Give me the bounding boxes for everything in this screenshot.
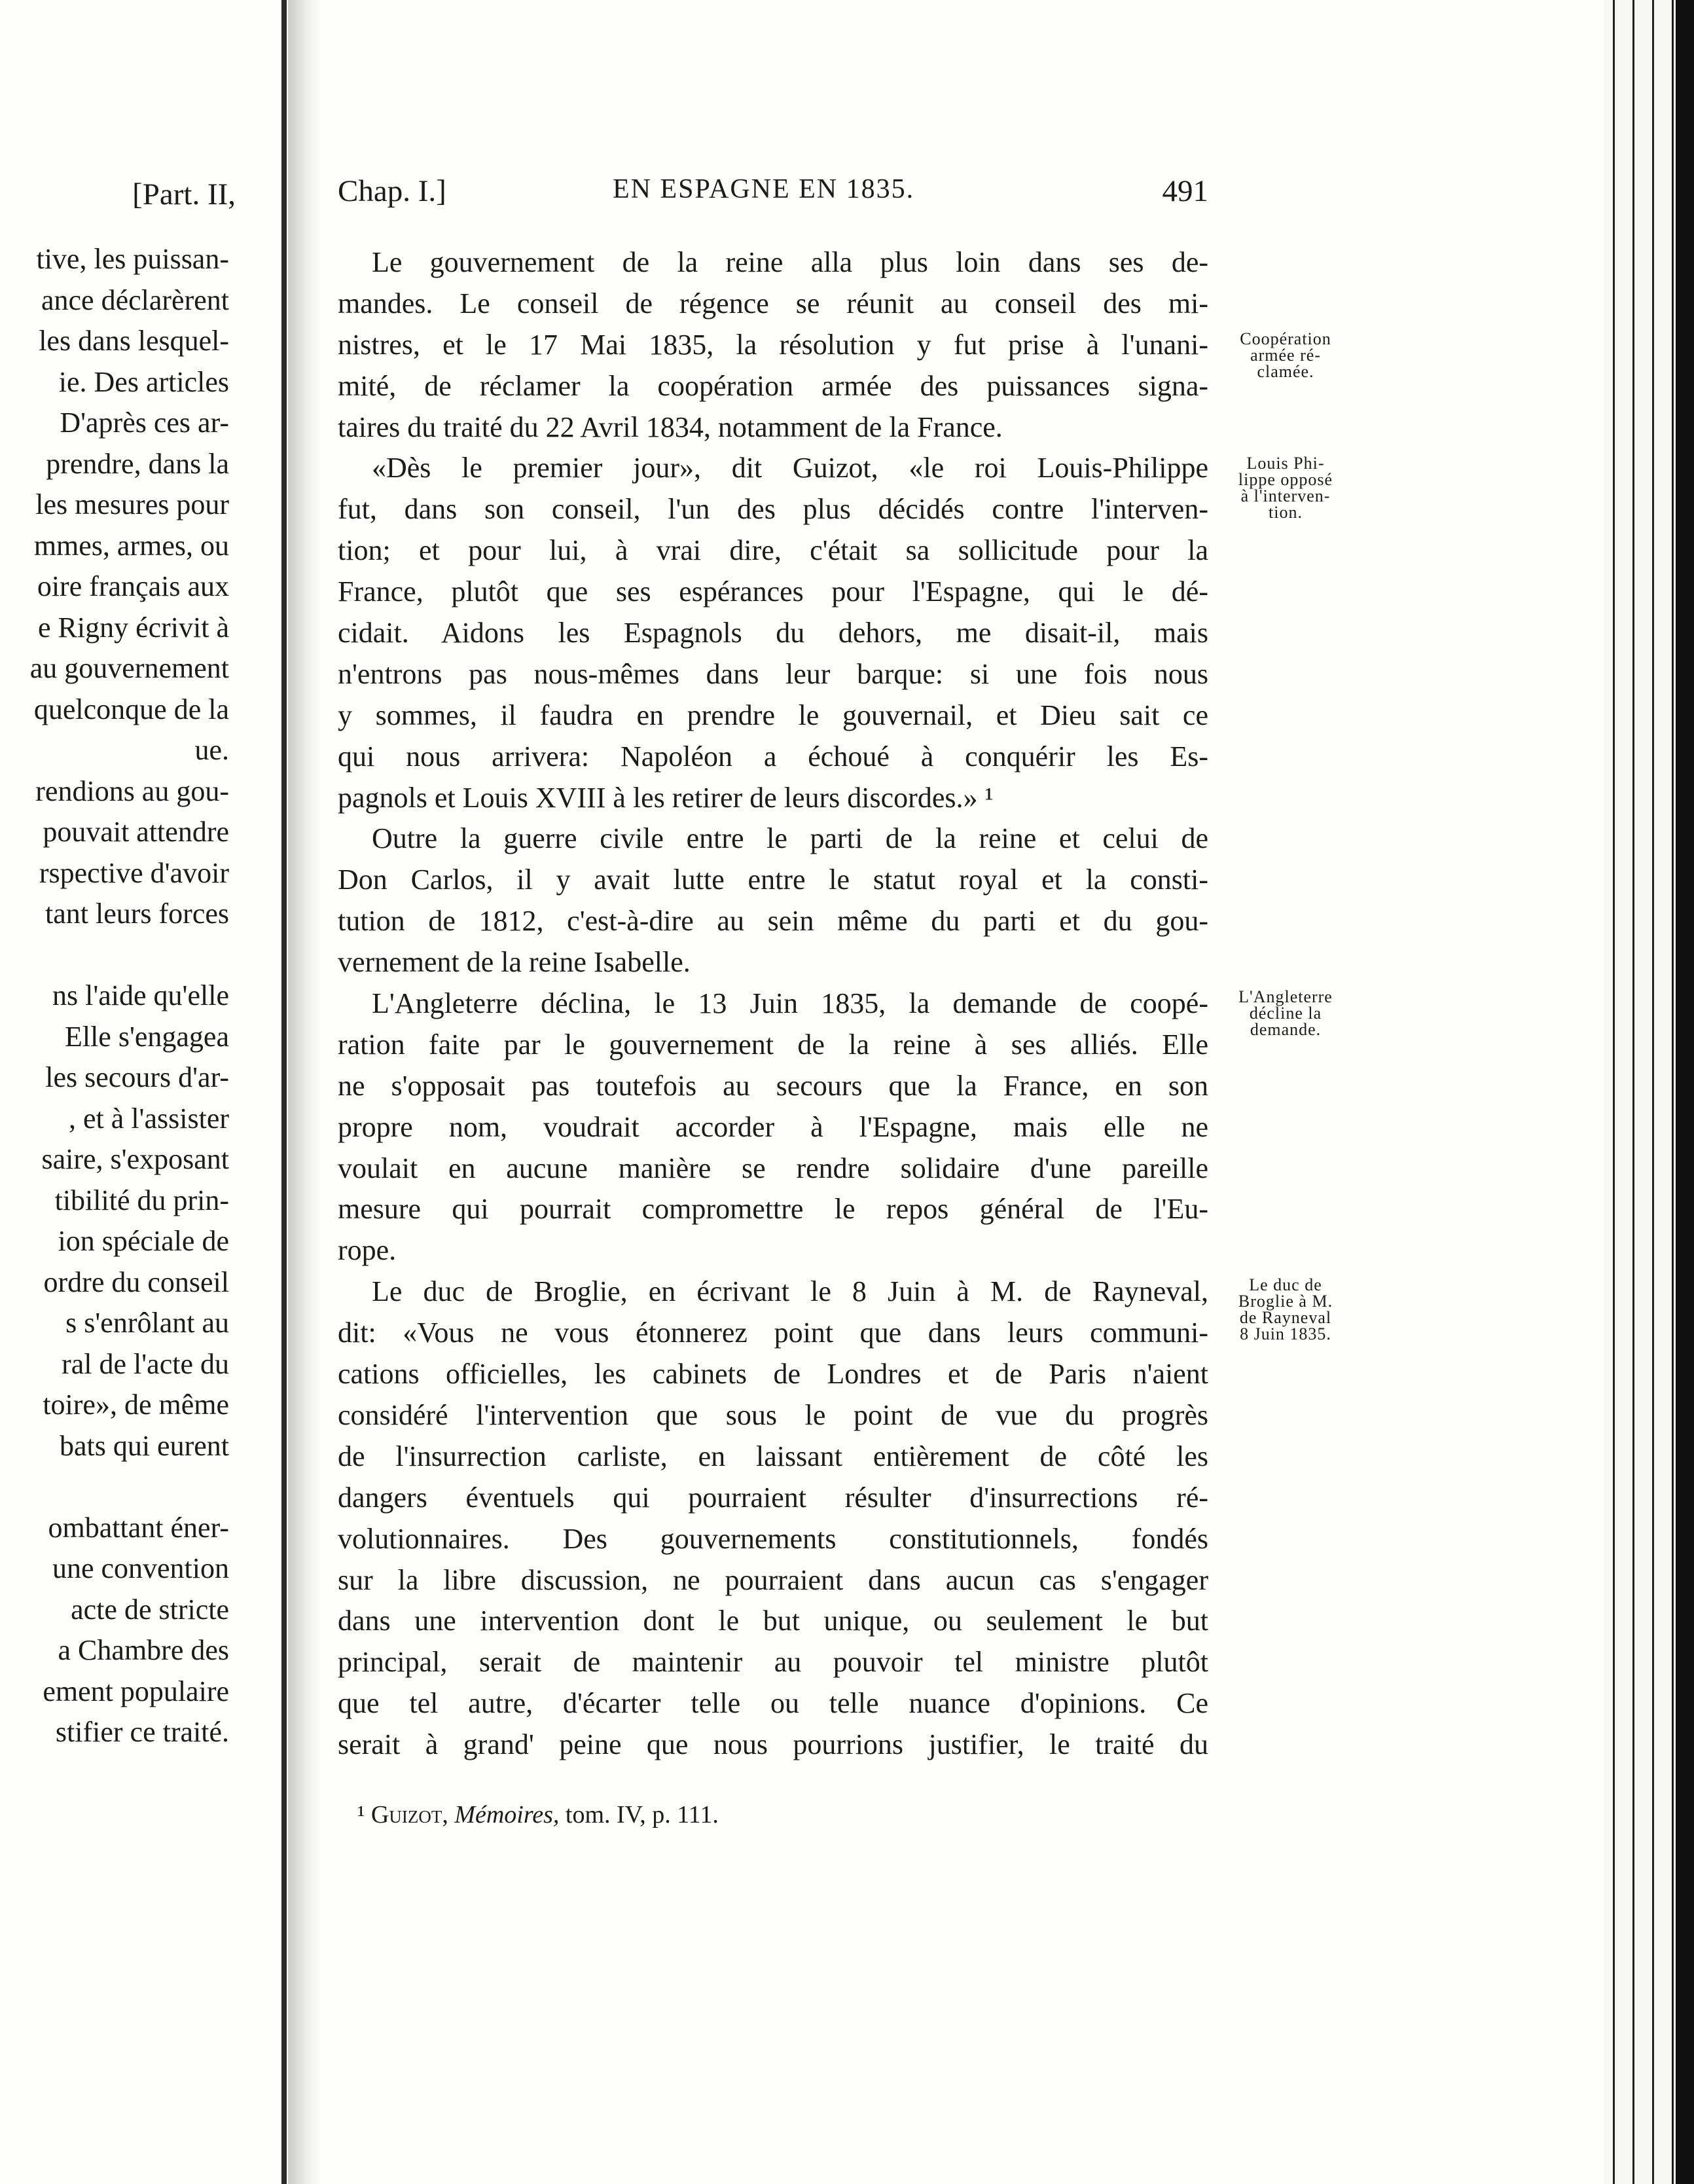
text-line: Outre la guerre civile entre le parti de la reine et celui de — [372, 822, 1208, 855]
page-edge-shadow — [1676, 0, 1694, 2184]
text-line: ne s'opposait pas toutefois au secours que la France, en son — [338, 1069, 1208, 1102]
text-line: mesure qui pourrait compromettre le repos général de l'Eu- — [338, 1193, 1208, 1226]
text-line: considéré l'intervention que sous le point de vue du progrès — [338, 1398, 1208, 1431]
text-line: dans une intervention dont le but unique, ou seulement le but — [338, 1605, 1208, 1637]
margin-note-line: demande. — [1250, 1020, 1322, 1039]
text-line: de l'insurrection carliste, en laissant entièrement de côté les — [338, 1440, 1208, 1472]
margin-note-line: 8 Juin 1835. — [1240, 1324, 1331, 1343]
text-line: y sommes, il faudra en prendre le gouvernail, et Dieu sait ce — [338, 699, 1208, 731]
left-page-header: [Part. II, — [132, 177, 236, 211]
chapter-label: Chap. I.] — [338, 174, 446, 208]
left-line: les dans lesquel- — [39, 325, 229, 357]
page-header — [338, 173, 1208, 219]
text-line: Don Carlos, il y avait lutte entre le statut royal et la consti- — [338, 864, 1208, 896]
left-paragraph-gap — [30, 935, 229, 976]
margin-note-line: clamée. — [1257, 362, 1314, 381]
left-line: ue. — [194, 734, 229, 766]
text-line: dangers éventuels qui pourraient résulter d'insurrections ré- — [338, 1481, 1208, 1514]
text-line: n'entrons pas nous-mêmes dans leur barque: si une fois nous — [338, 657, 1208, 690]
left-line: ns l'aide qu'elle — [52, 979, 229, 1011]
left-line: prendre, dans la — [46, 447, 229, 480]
text-line: nistres, et le 17 Mai 1835, la résolution y fut prise à l'unani- — [338, 328, 1208, 361]
margin-note-line: Coopération — [1240, 329, 1331, 348]
left-line: les mesures pour — [35, 488, 229, 520]
text-line: mité, de réclamer la coopération armée des puissances signa- — [338, 369, 1208, 402]
left-page — [0, 0, 275, 2184]
left-line: bats qui eurent — [59, 1429, 229, 1462]
left-line: tant leurs forces — [45, 898, 229, 930]
margin-note — [1220, 455, 1351, 520]
text-line: cidait. Aidons les Espagnols du dehors, me disait-il, mais — [338, 617, 1208, 649]
text-line: France, plutôt que ses espérances pour l'Espagne, qui le dé- — [338, 575, 1208, 608]
text-line: tion; et pour lui, à vrai dire, c'était sa sollicitude pour la — [338, 534, 1208, 567]
left-line: ombattant éner- — [48, 1511, 229, 1544]
left-line: les secours d'ar- — [45, 1061, 229, 1093]
margin-note — [1220, 331, 1351, 380]
footnote-author: Guizot, — [370, 1801, 448, 1829]
left-line: rendions au gou- — [35, 774, 229, 807]
text-line: que tel autre, d'écarter telle ou telle nuance d'opinions. Ce — [338, 1687, 1208, 1720]
left-line: quelconque de la — [33, 693, 229, 725]
text-line: rope. — [338, 1234, 397, 1267]
margin-note-line: armée ré- — [1250, 346, 1321, 365]
margin-note — [1220, 1277, 1351, 1342]
body-text — [338, 242, 1208, 1766]
left-line: acte de stricte — [71, 1593, 229, 1626]
text-line: tution de 1812, c'est-à-dire au sein même du parti et du gou- — [338, 905, 1208, 937]
page-number: 491 — [1162, 174, 1208, 208]
left-paragraph-gap — [30, 1466, 229, 1508]
text-line: mandes. Le conseil de régence se réunit au conseil des mi- — [338, 287, 1208, 319]
left-line: ance déclarèrent — [41, 283, 229, 316]
left-line: ement populaire — [43, 1675, 229, 1707]
margin-note-line: Louis Phi- — [1246, 454, 1325, 473]
text-line: Le duc de Broglie, en écrivant le 8 Juin à M. de Rayneval, — [372, 1275, 1208, 1308]
left-line: mmes, armes, ou — [33, 529, 229, 562]
left-page-text — [30, 239, 229, 1753]
left-line: une convention — [52, 1552, 229, 1584]
margin-note-line: de Rayneval — [1239, 1308, 1332, 1327]
text-line: qui nous arrivera: Napoléon a échoué à conquérir les Es- — [338, 740, 1208, 773]
text-line: principal, serait de maintenir au pouvoir tel ministre plutôt — [338, 1646, 1208, 1679]
text-line: «Dès le premier jour», dit Guizot, «le roi Louis-Philippe — [372, 452, 1208, 484]
footnote-reference: tom. IV, p. 111. — [565, 1801, 719, 1829]
margin-note-line: tion. — [1269, 503, 1303, 522]
left-line: ral de l'acte du — [62, 1347, 229, 1380]
left-line: oire français aux — [37, 570, 229, 602]
left-line: rspective d'avoir — [39, 856, 229, 889]
footnote — [357, 1800, 719, 1829]
text-line: ration faite par le gouvernement de la reine à ses alliés. Elle — [338, 1028, 1208, 1061]
footnote-marker: ¹ — [357, 1801, 365, 1829]
left-line: tibilité du prin- — [54, 1184, 229, 1216]
left-line: saire, s'exposant — [41, 1143, 229, 1175]
margin-note-line: Broglie à M. — [1238, 1292, 1333, 1311]
left-line: ordre du conseil — [43, 1265, 229, 1298]
text-line: vernement de la reine Isabelle. — [338, 946, 691, 979]
book-gutter — [288, 0, 321, 2184]
left-line: pouvait attendre — [43, 816, 229, 848]
text-line: sur la libre discussion, ne pourraient dans aucun cas s'engager — [338, 1563, 1208, 1596]
text-line: pagnols et Louis XVIII à les retirer de leurs discordes.» ¹ — [338, 781, 994, 814]
text-line: fut, dans son conseil, l'un des plus décidés contre l'interven- — [338, 493, 1208, 526]
text-line: propre nom, voudrait accorder à l'Espagne, mais elle ne — [338, 1110, 1208, 1143]
text-line: dit: «Vous ne vous étonnerez point que dans leurs communi- — [338, 1317, 1208, 1349]
margin-note-line: L'Angleterre — [1238, 987, 1333, 1006]
left-line: ie. Des articles — [58, 365, 229, 398]
text-line: voulait en aucune manière se rendre solidaire d'une pareille — [338, 1152, 1208, 1184]
book-gutter-line — [281, 0, 287, 2184]
text-line: volutionnaires. Des gouvernements constitutionnels, fondés — [338, 1522, 1208, 1555]
margin-note-line: décline la — [1249, 1004, 1322, 1023]
left-line: s s'enrôlant au — [65, 1307, 229, 1339]
left-line: ion spéciale de — [58, 1225, 229, 1257]
text-line: Le gouvernement de la reine alla plus loin dans ses de- — [372, 246, 1208, 278]
left-line: Elle s'engagea — [64, 1020, 229, 1053]
left-line: au gouvernement — [29, 652, 229, 684]
margin-note-line: Le duc de — [1249, 1275, 1322, 1294]
text-line: taires du traité du 22 Avril 1834, notamment de la France. — [338, 410, 1003, 443]
margin-note — [1220, 989, 1351, 1038]
text-line: serait à grand' peine que nous pourrions justifier, le traité du — [338, 1728, 1208, 1761]
left-line: , et à l'assister — [69, 1102, 229, 1135]
left-line: D'après ces ar- — [60, 407, 229, 439]
margin-note-line: à l'interven- — [1240, 486, 1331, 505]
left-line: a Chambre des — [58, 1634, 229, 1666]
footnote-title: Mémoires, — [454, 1801, 560, 1829]
left-line: toire», de même — [43, 1389, 229, 1421]
left-line: e Rigny écrivit à — [37, 611, 229, 644]
text-line: L'Angleterre déclina, le 13 Juin 1835, la demande de coopé- — [372, 987, 1208, 1020]
text-line: cations officielles, les cabinets de Londres et de Paris n'aient — [338, 1358, 1208, 1391]
left-line: tive, les puissan- — [36, 243, 229, 275]
left-line: stifier ce traité. — [55, 1716, 229, 1748]
running-title: EN ESPAGNE EN 1835. — [613, 174, 915, 204]
margin-note-line: lippe opposé — [1238, 470, 1333, 489]
